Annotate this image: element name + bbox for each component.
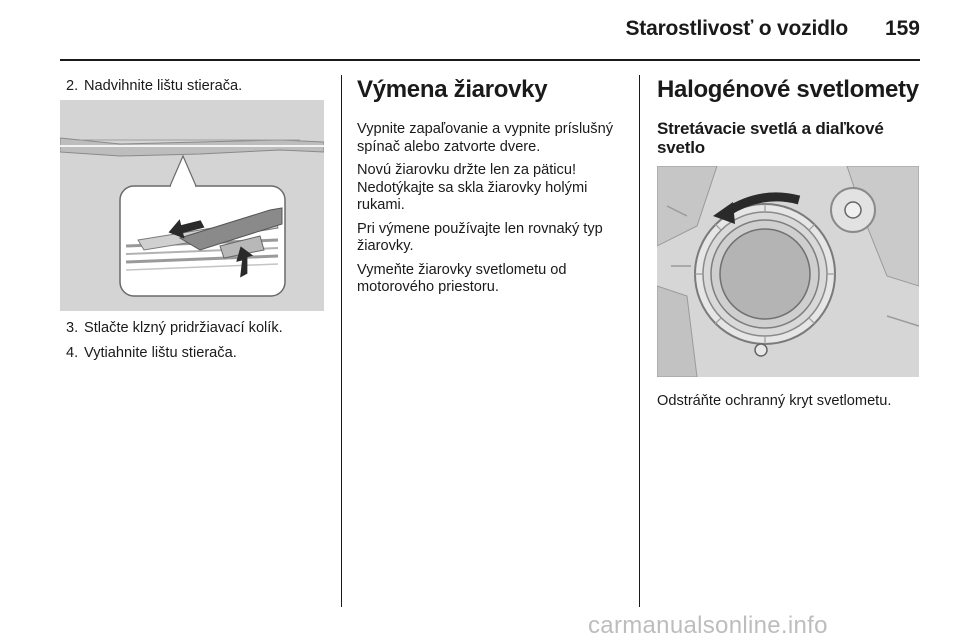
paragraph: Pri výmene používajte len rovnaký typ žiarovky. — [357, 220, 603, 254]
section-heading: Výmena žiarovky — [357, 76, 548, 103]
step-text: Stlačte klzný pridržiavací kolík. — [84, 320, 283, 336]
headlamp-figure — [657, 166, 919, 377]
step-number: 4. — [66, 345, 79, 361]
section-heading: Halogénové svetlomety — [657, 76, 919, 103]
step-text: Nadvihnite lištu stierača. — [84, 78, 243, 94]
column-divider-2 — [639, 75, 640, 607]
step-2 — [66, 78, 336, 96]
step-number: 3. — [66, 320, 79, 336]
column-divider-1 — [341, 75, 342, 607]
paragraph: Vypnite zapaľovanie a vypnite príslušný spínač alebo zatvorte dvere. — [357, 121, 614, 155]
step-text: Vytiahnite lištu stierača. — [84, 345, 237, 361]
step-4 — [66, 345, 336, 363]
paragraph: Vymeňte žiarovky svetlometu od motorového priestoru. — [357, 261, 567, 295]
subsection-heading: Stretávacie svetlá a diaľkové svetlo — [657, 119, 884, 157]
wiper-blade-illustration — [60, 100, 324, 311]
page-number: 159 — [884, 17, 920, 40]
wiper-blade-figure — [60, 100, 324, 311]
step-number: 2. — [66, 78, 79, 94]
running-header-title: Starostlivosť o vozidlo — [625, 17, 848, 40]
section-body — [357, 121, 627, 303]
step-3 — [66, 320, 336, 338]
headlamp-illustration — [657, 166, 919, 377]
header-rule — [60, 59, 920, 61]
paragraph: Novú žiarovku držte len za päticu! Nedotýkajte sa skla žiarovky holými rukami. — [357, 162, 588, 213]
watermark: carmanualsonline.info — [588, 612, 828, 639]
figure-caption: Odstráňte ochranný kryt svetlometu. — [657, 393, 892, 409]
